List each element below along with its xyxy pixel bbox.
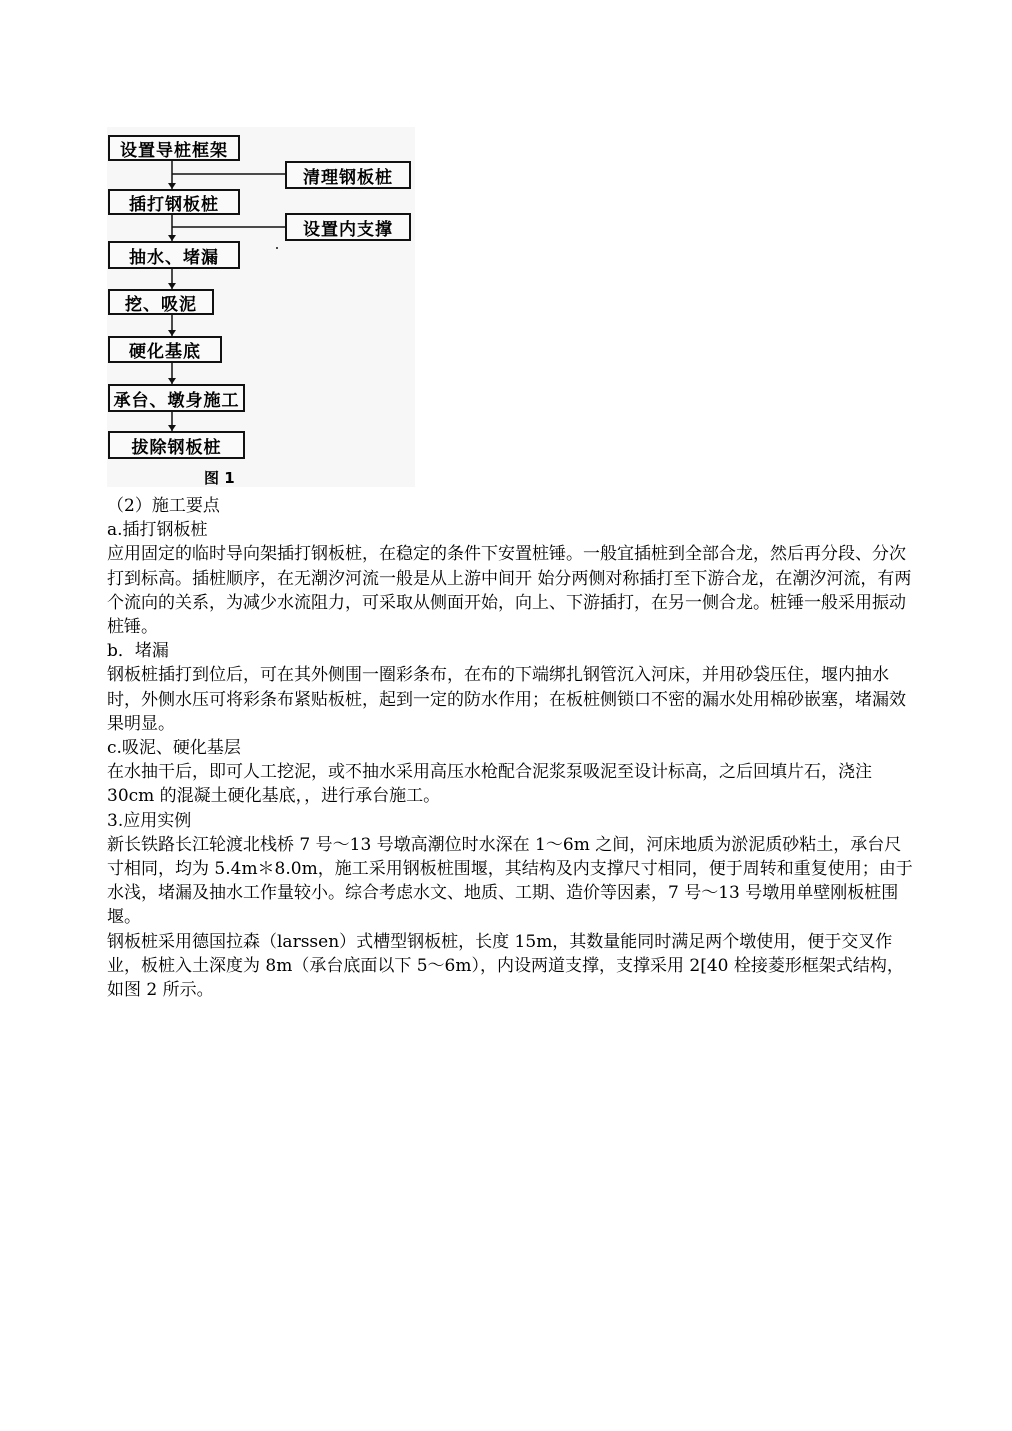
paragraph-b: 钢板桩插打到位后，可在其外侧围一圈彩条布，在布的下端绑扎钢管沉入河床，并用砂袋压住，堰内抽水时，外侧水压可将彩条布紧贴板桩，起到一定的防水作用；在板桩侧锁口不密的漏水处用棉砂嵌塞，堵漏效果明显。 — [107, 665, 906, 734]
subheading-a: a.插打钢板桩 — [107, 520, 208, 541]
flow-step-5: 硬化基底 — [108, 336, 222, 363]
subheading-b: b．堵漏 — [107, 641, 169, 662]
flow-step-6: 承台、墩身施工 — [108, 384, 245, 412]
paragraph-application-1: 新长铁路长江轮渡北栈桥 7 号～13 号墩高潮位时水深在 1～6m 之间，河床地质为淤泥质砂粘土，承台尺寸相同，均为 5.4m＊8.0m，施工采用钢板桩围堰，其结构及内支撑尺寸相同，便于周转和重复使用；由于水浅，堵漏及抽水工作量较小。综合考虑水文、地质、工期、造价等因素，7 号～13 号墩用单壁刚板桩围堰。 — [107, 834, 913, 928]
body-text — [107, 494, 917, 1002]
paragraph-c: 在水抽干后，即可人工挖泥，或不抽水采用高压水枪配合泥浆泵吸泥至设计标高，之后回填片石，浇注 30cm 的混凝土硬化基底，，进行承台施工。 — [107, 762, 872, 807]
flow-step-2: 插打钢板桩 — [108, 189, 240, 215]
flow-side-step-2: 设置内支撑 — [285, 213, 411, 241]
paragraph-application-2: 钢板桩采用德国拉森（larssen）式槽型钢板桩，长度 15m，其数量能同时满足两个墩使用，便于交叉作业，板桩入土深度为 8m（承台底面以下 5～6m），内设两道支撑，支撑采用 2[40 栓接菱形框架式结构，如图 2 所示。 — [107, 931, 904, 1001]
section-heading-application: 3.应用实例 — [107, 810, 192, 831]
flow-step-7: 拔除钢板桩 — [108, 431, 245, 459]
flow-side-step-1: 清理钢板桩 — [285, 161, 411, 189]
flow-step-1: 设置导桩框架 — [108, 135, 240, 161]
flow-step-4: 挖、吸泥 — [108, 289, 214, 315]
flowchart-figure — [107, 127, 415, 487]
paragraph-a: 应用固定的临时导向架插打钢板桩，在稳定的条件下安置桩锤。一般宜插桩到全部合龙，然后再分段、分次打到标高。插桩顺序，在无潮汐河流一般是从上游中间开 始分两侧对称插打至下游合龙，在潮汐河流，有两个流向的关系，为减少水流阻力，可采取从侧面开始，向上、下游插打，在另一侧合龙。桩锤一般采用振动桩锤。 — [107, 544, 912, 638]
figure-caption: 图 1 — [204, 469, 235, 487]
section-heading-construction-points: （2）施工要点 — [107, 496, 220, 516]
subheading-c: c.吸泥、硬化基层 — [107, 738, 241, 759]
flow-step-3: 抽水、堵漏 — [108, 241, 240, 269]
